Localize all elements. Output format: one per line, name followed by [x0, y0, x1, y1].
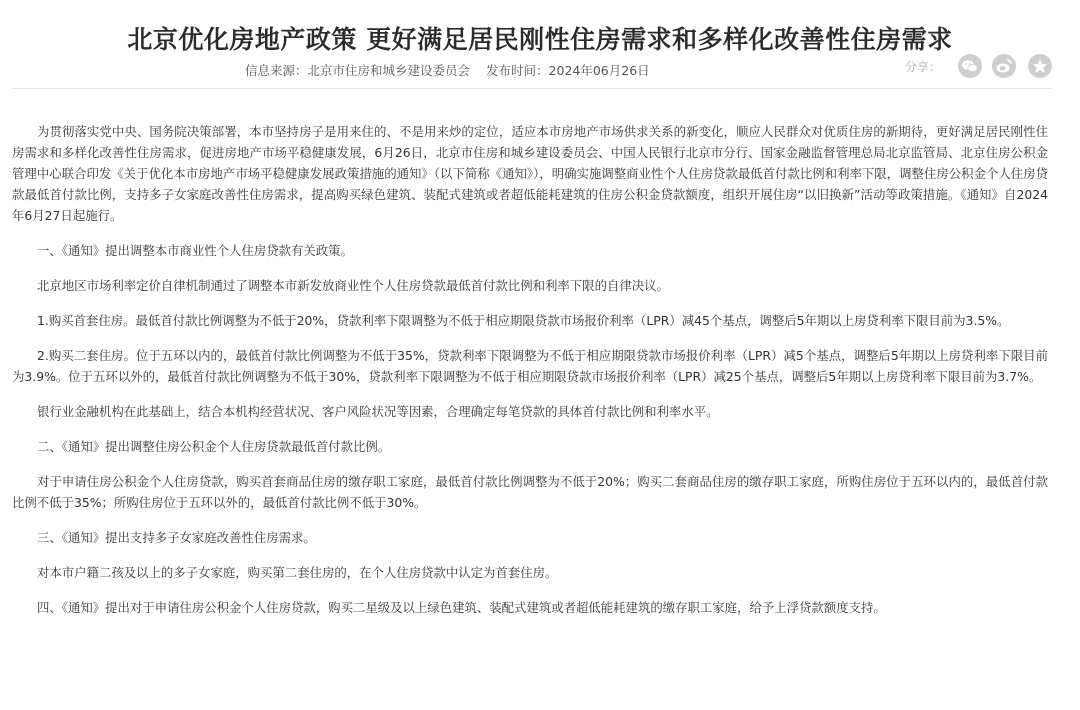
paragraph-section-4-heading: 四、《通知》提出对于申请住房公积金个人住房贷款，购买二星级及以上绿色建筑、装配式建筑或者超低能耗建筑的缴存职工家庭，给予上浮贷款额度支持。: [37, 600, 886, 615]
paragraph-section-2-heading: 二、《通知》提出调整住房公积金个人住房贷款最低首付款比例。: [37, 439, 391, 454]
wechat-icon[interactable]: [958, 54, 982, 78]
paragraph-first-home: 1.购买首套住房。最低首付款比例调整为不低于20%，贷款利率下限调整为不低于相应期限贷款市场报价利率（LPR）减45个基点，调整后5年期以上房贷利率下限目前为3.5%。: [37, 313, 1010, 328]
article-body: [12, 121, 1048, 632]
weibo-icon[interactable]: [992, 54, 1016, 78]
header-divider: [12, 88, 1052, 89]
paragraph-multi-child-families: 对本市户籍二孩及以上的多子女家庭，购买第二套住房的，在个人住房贷款中认定为首套住房。: [37, 565, 558, 580]
source-label: 信息来源：: [245, 63, 308, 78]
paragraph-intro: 为贯彻落实党中央、国务院决策部署，本市坚持房子是用来住的、不是用来炒的定位，适应本市房地产市场供求关系的新变化，顺应人民群众对优质住房的新期待，更好满足居民刚性住房需求和多样化改善性住房需求，促进房地产市场平稳健康发展，6月26日，北京市住房和城乡建设委员会、中国人民银行北京市分行、国家金融监督管理总局北京监管局、北京住房公积金管理中心联合印发《关于优化本市房地产市场平稳健康发展政策措施的通知》（以下简称《通知》），明确实施调整商业性个人住房贷款最低首付款比例和利率下限，调整住房公积金个人住房贷款最低首付款比例，支持多子女家庭改善性住房需求，提高购买绿色建筑、装配式建筑或者超低能耗建筑的住房公积金贷款额度，组织开展住房“以旧换新”活动等政策措施。《通知》自2024年6月27日起施行。: [12, 124, 1048, 223]
paragraph-section-3-heading: 三、《通知》提出支持多子女家庭改善性住房需求。: [37, 530, 316, 545]
paragraph-provident-fund-down-payment: 对于申请住房公积金个人住房贷款，购买首套商品住房的缴存职工家庭，最低首付款比例调整为不低于20%；购买二套商品住房的缴存职工家庭，所购住房位于五环以内的，最低首付款比例不低于35%；所购住房位于五环以外的，最低首付款比例不低于30%。: [12, 474, 1048, 510]
date-value: 2024年06月26日: [548, 63, 650, 78]
favorite-star-icon[interactable]: [1028, 54, 1052, 78]
paragraph-market-rate-resolution: 北京地区市场利率定价自律机制通过了调整本市新发放商业性个人住房贷款最低首付款比例和利率下限的自律决议。: [37, 278, 669, 293]
share-label: 分享：: [905, 60, 942, 74]
article-title: 北京优化房地产政策 更好满足居民刚性住房需求和多样化改善性住房需求: [127, 25, 953, 54]
paragraph-second-home: 2.购买二套住房。位于五环以内的，最低首付款比例调整为不低于35%，贷款利率下限调整为不低于相应期限贷款市场报价利率（LPR）减5个基点，调整后5年期以上房贷利率下限目前为3.9%。位于五环以外的，最低首付款比例调整为不低于30%，贷款利率下限调整为不低于相应期限贷款市场报价利率（LPR）减25个基点，调整后5年期以上房贷利率下限目前为3.7%。: [12, 348, 1048, 384]
source-value: 北京市住房和城乡建设委员会: [307, 63, 471, 78]
date-label: 发布时间：: [486, 63, 549, 78]
article-meta: [245, 61, 650, 79]
paragraph-bank-discretion: 银行业金融机构在此基础上，结合本机构经营状况、客户风险状况等因素，合理确定每笔贷款的具体首付款比例和利率水平。: [37, 404, 719, 419]
paragraph-section-1-heading: 一、《通知》提出调整本市商业性个人住房贷款有关政策。: [37, 243, 353, 258]
